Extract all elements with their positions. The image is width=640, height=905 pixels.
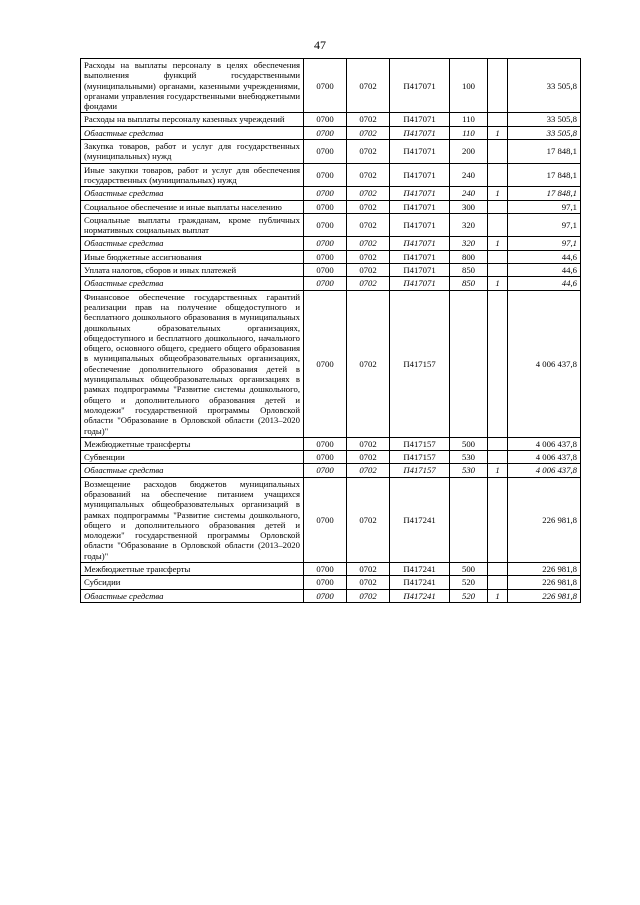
funding-source-code: [488, 113, 508, 126]
subsection-code: 0702: [347, 213, 390, 237]
target-item-code: П417071: [390, 277, 450, 290]
expense-type-code: 850: [450, 277, 488, 290]
target-item-code: П417071: [390, 163, 450, 187]
expense-type-code: 110: [450, 126, 488, 139]
table-row: [81, 140, 581, 164]
amount: 44,6: [508, 264, 581, 277]
funding-source-code: [488, 290, 508, 437]
expense-type-code: 520: [450, 589, 488, 602]
funding-source-code: [488, 264, 508, 277]
expense-type-code: 500: [450, 437, 488, 450]
table-row: [81, 237, 581, 250]
amount: 33 505,8: [508, 113, 581, 126]
target-item-code: П417157: [390, 451, 450, 464]
funding-source-code: 1: [488, 187, 508, 200]
subsection-code: 0702: [347, 237, 390, 250]
table-row: [81, 163, 581, 187]
section-code: 0700: [304, 563, 347, 576]
amount: 17 848,1: [508, 163, 581, 187]
table-row: [81, 187, 581, 200]
target-item-code: П417071: [390, 250, 450, 263]
subsection-code: 0702: [347, 451, 390, 464]
subsection-code: 0702: [347, 59, 390, 113]
expense-name: Закупка товаров, работ и услуг для государственных (муниципальных) нужд: [81, 140, 304, 164]
section-code: 0700: [304, 264, 347, 277]
expense-type-code: 320: [450, 237, 488, 250]
subsection-code: 0702: [347, 464, 390, 477]
expense-type-code: 850: [450, 264, 488, 277]
section-code: 0700: [304, 163, 347, 187]
amount: 44,6: [508, 277, 581, 290]
section-code: 0700: [304, 451, 347, 464]
funding-source-code: [488, 213, 508, 237]
subsection-code: 0702: [347, 163, 390, 187]
section-code: 0700: [304, 59, 347, 113]
funding-source-code: [488, 250, 508, 263]
table-row: [81, 290, 581, 437]
table-row: [81, 126, 581, 139]
table-row: [81, 477, 581, 562]
subsection-code: 0702: [347, 277, 390, 290]
expense-name: Субвенции: [81, 451, 304, 464]
target-item-code: П417071: [390, 140, 450, 164]
expense-name: Межбюджетные трансферты: [81, 437, 304, 450]
section-code: 0700: [304, 237, 347, 250]
target-item-code: П417071: [390, 126, 450, 139]
subsection-code: 0702: [347, 200, 390, 213]
section-code: 0700: [304, 113, 347, 126]
amount: 226 981,8: [508, 576, 581, 589]
expense-type-code: 320: [450, 213, 488, 237]
amount: 226 981,8: [508, 563, 581, 576]
amount: 4 006 437,8: [508, 464, 581, 477]
expense-type-code: 500: [450, 563, 488, 576]
section-code: 0700: [304, 250, 347, 263]
section-code: 0700: [304, 437, 347, 450]
target-item-code: П417241: [390, 589, 450, 602]
expense-name: Социальное обеспечение и иные выплаты населению: [81, 200, 304, 213]
funding-source-code: 1: [488, 277, 508, 290]
target-item-code: П417071: [390, 264, 450, 277]
table-row: [81, 213, 581, 237]
expense-type-code: 520: [450, 576, 488, 589]
target-item-code: П417157: [390, 290, 450, 437]
funding-source-code: 1: [488, 589, 508, 602]
table-row: [81, 451, 581, 464]
expense-type-code: 110: [450, 113, 488, 126]
target-item-code: П417071: [390, 213, 450, 237]
expense-type-code: 530: [450, 451, 488, 464]
expense-name: Социальные выплаты гражданам, кроме публичных нормативных социальных выплат: [81, 213, 304, 237]
amount: 4 006 437,8: [508, 437, 581, 450]
expense-name: Областные средства: [81, 187, 304, 200]
amount: 4 006 437,8: [508, 451, 581, 464]
subsection-code: 0702: [347, 264, 390, 277]
section-code: 0700: [304, 277, 347, 290]
expense-name: Областные средства: [81, 464, 304, 477]
expense-type-code: [450, 290, 488, 437]
target-item-code: П417241: [390, 576, 450, 589]
subsection-code: 0702: [347, 477, 390, 562]
funding-source-code: 1: [488, 464, 508, 477]
table-row: [81, 250, 581, 263]
subsection-code: 0702: [347, 113, 390, 126]
amount: 226 981,8: [508, 589, 581, 602]
table-row: [81, 113, 581, 126]
funding-source-code: [488, 59, 508, 113]
amount: 17 848,1: [508, 187, 581, 200]
funding-source-code: [488, 563, 508, 576]
funding-source-code: [488, 451, 508, 464]
table-row: [81, 59, 581, 113]
subsection-code: 0702: [347, 140, 390, 164]
section-code: 0700: [304, 290, 347, 437]
funding-source-code: [488, 163, 508, 187]
amount: 97,1: [508, 200, 581, 213]
expense-name: Расходы на выплаты персоналу казенных учреждений: [81, 113, 304, 126]
expense-type-code: 200: [450, 140, 488, 164]
target-item-code: П417071: [390, 113, 450, 126]
funding-source-code: 1: [488, 126, 508, 139]
target-item-code: П417241: [390, 563, 450, 576]
funding-source-code: [488, 437, 508, 450]
table-row: [81, 576, 581, 589]
expense-name: Областные средства: [81, 277, 304, 290]
table-row: [81, 589, 581, 602]
expense-name: Уплата налогов, сборов и иных платежей: [81, 264, 304, 277]
table-row: [81, 437, 581, 450]
expense-name: Финансовое обеспечение государственных гарантий реализации прав на получение общедоступного и бесплатного дошкольного образования в муниципальных дошкольных образовательных организациях, общедоступного и бесплатного дошкольного, начального общего, основного общего, среднего общего образования в муниципальных общеобразовательных организациях, обеспечение дополнительного образования детей в муниципальных общеобразовательных организациях в рамках подпрограммы "Развитие системы дошкольного, общего и дополнительного образования детей и молодежи" государственной программы Орловской области "Образование в Орловской области (2013–2020 годы)": [81, 290, 304, 437]
amount: 33 505,8: [508, 126, 581, 139]
funding-source-code: 1: [488, 237, 508, 250]
expense-name: Иные закупки товаров, работ и услуг для обеспечения государственных (муниципальных) нужд: [81, 163, 304, 187]
table-row: [81, 563, 581, 576]
amount: 4 006 437,8: [508, 290, 581, 437]
funding-source-code: [488, 576, 508, 589]
expense-type-code: 800: [450, 250, 488, 263]
expense-name: Расходы на выплаты персоналу в целях обеспечения выполнения функций государственными (муниципальными) органами, казенными учреждениями, органами управления государственными внебюджетными фондами: [81, 59, 304, 113]
section-code: 0700: [304, 464, 347, 477]
amount: 97,1: [508, 237, 581, 250]
expense-name: Иные бюджетные ассигнования: [81, 250, 304, 263]
table-row: [81, 464, 581, 477]
expense-name: Областные средства: [81, 237, 304, 250]
expense-name: Возмещение расходов бюджетов муниципальных образований на обеспечение питанием учащихся муниципальных общеобразовательных организаций в рамках подпрограммы "Развитие системы дошкольного, общего и дополнительного образования детей и молодежи" государственной программы Орловской области "Образование в Орловской области (2013–2020 годы)": [81, 477, 304, 562]
section-code: 0700: [304, 213, 347, 237]
expense-type-code: 100: [450, 59, 488, 113]
subsection-code: 0702: [347, 250, 390, 263]
section-code: 0700: [304, 200, 347, 213]
expense-name: Субсидии: [81, 576, 304, 589]
target-item-code: П417157: [390, 464, 450, 477]
subsection-code: 0702: [347, 563, 390, 576]
amount: 17 848,1: [508, 140, 581, 164]
subsection-code: 0702: [347, 589, 390, 602]
expense-type-code: 530: [450, 464, 488, 477]
expense-type-code: 300: [450, 200, 488, 213]
amount: 44,6: [508, 250, 581, 263]
target-item-code: П417157: [390, 437, 450, 450]
target-item-code: П417071: [390, 59, 450, 113]
amount: 33 505,8: [508, 59, 581, 113]
amount: 226 981,8: [508, 477, 581, 562]
section-code: 0700: [304, 477, 347, 562]
expense-name: Областные средства: [81, 126, 304, 139]
subsection-code: 0702: [347, 576, 390, 589]
target-item-code: П417241: [390, 477, 450, 562]
table-row: [81, 200, 581, 213]
target-item-code: П417071: [390, 187, 450, 200]
section-code: 0700: [304, 576, 347, 589]
amount: 97,1: [508, 213, 581, 237]
subsection-code: 0702: [347, 290, 390, 437]
subsection-code: 0702: [347, 437, 390, 450]
expense-type-code: 240: [450, 187, 488, 200]
section-code: 0700: [304, 187, 347, 200]
funding-source-code: [488, 140, 508, 164]
section-code: 0700: [304, 589, 347, 602]
expense-name: Областные средства: [81, 589, 304, 602]
section-code: 0700: [304, 126, 347, 139]
table-row: [81, 277, 581, 290]
budget-table: [80, 58, 581, 603]
expense-type-code: [450, 477, 488, 562]
target-item-code: П417071: [390, 237, 450, 250]
funding-source-code: [488, 477, 508, 562]
expense-type-code: 240: [450, 163, 488, 187]
section-code: 0700: [304, 140, 347, 164]
target-item-code: П417071: [390, 200, 450, 213]
subsection-code: 0702: [347, 126, 390, 139]
page-number: 47: [314, 38, 326, 52]
funding-source-code: [488, 200, 508, 213]
subsection-code: 0702: [347, 187, 390, 200]
table-row: [81, 264, 581, 277]
expense-name: Межбюджетные трансферты: [81, 563, 304, 576]
